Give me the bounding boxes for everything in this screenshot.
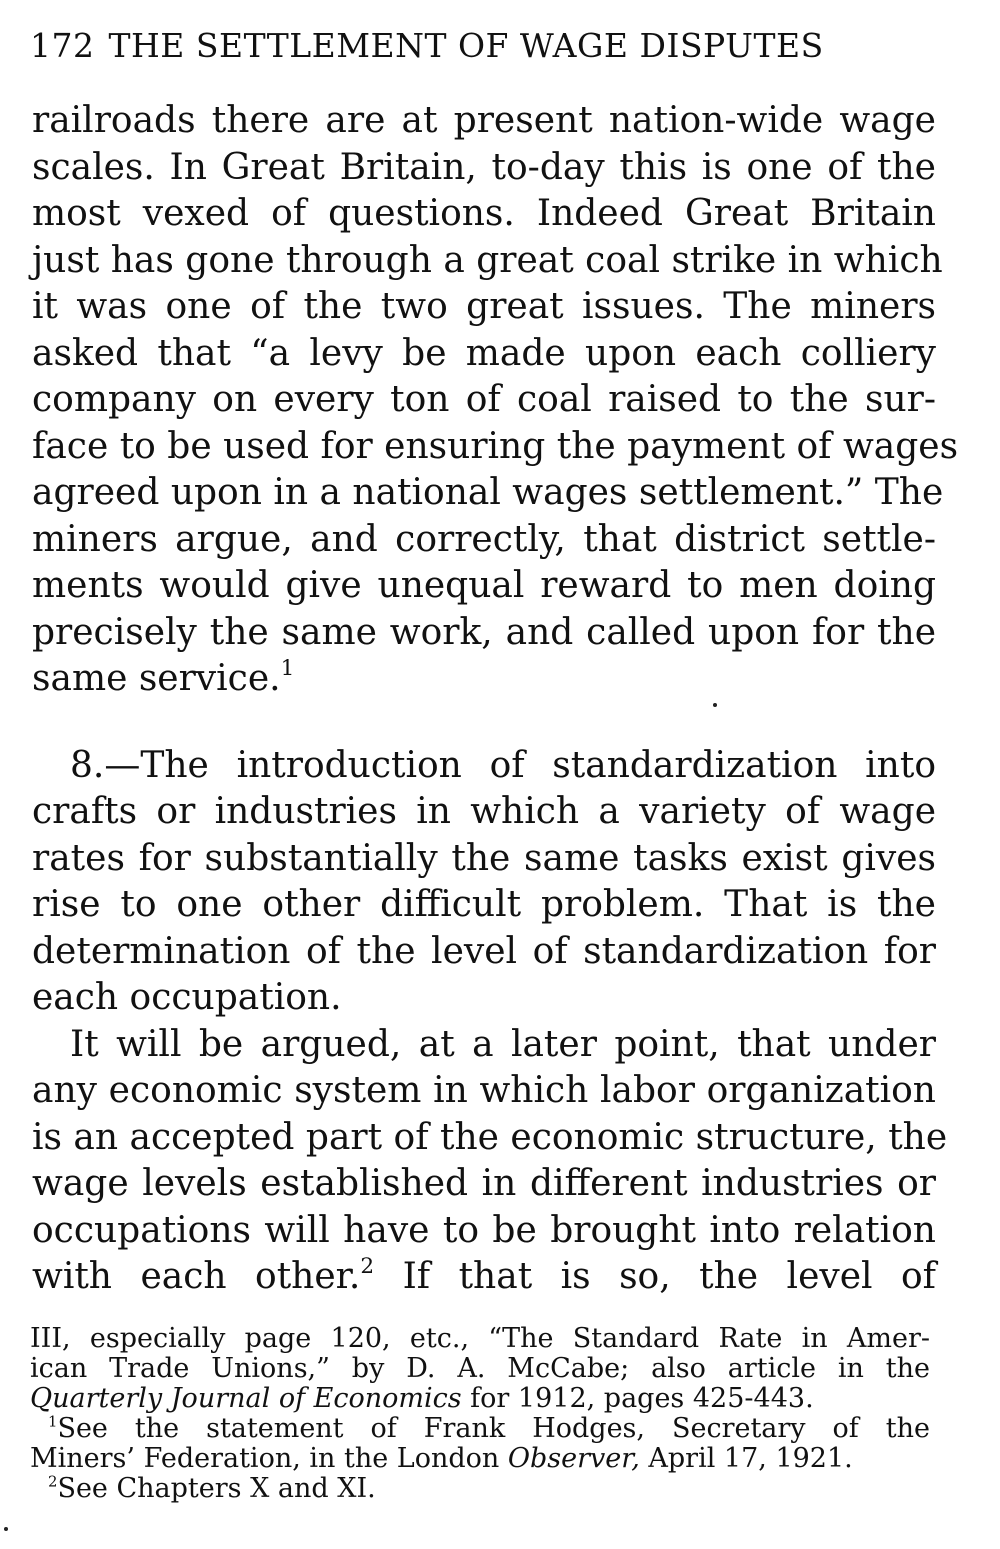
text-line: crafts or industries in which a variety of wage (32, 791, 936, 832)
text-line: asked that “a levy be made upon each colliery (32, 332, 936, 374)
text-run: See the statement of Frank Hodges, Secretary of the (57, 1413, 930, 1444)
text-run: See Chapters X and XI. (57, 1473, 376, 1504)
text-line: precisely the same work, and called upon for the (32, 611, 936, 653)
paragraph-section-8 (32, 743, 936, 1022)
text-line: rise to one other difficult problem. That is the (32, 884, 936, 925)
text-run: Miners’ Federation, in the London (30, 1443, 508, 1474)
body-text (32, 98, 959, 1301)
text-line: it was one of the two great issues. The miners (32, 286, 936, 327)
footnote-line (30, 1444, 930, 1474)
footnote-ref: 1 (280, 655, 295, 681)
journal-title: Quarterly Journal of Economics (30, 1383, 462, 1414)
text-line: railroads there are at present nation-wide wage (32, 100, 936, 141)
newspaper-title: Observer, (507, 1443, 640, 1474)
footnotes (30, 1324, 930, 1504)
text-line: miners argue, and correctly, that district settle- (32, 518, 936, 560)
text-run: with each other. (32, 1256, 361, 1297)
text-line: just has gone through a great coal strike in which (32, 239, 943, 281)
running-title: THE SETTLEMENT OF WAGE DISPUTES (108, 26, 824, 65)
footnote-line (30, 1384, 930, 1414)
text-line: any economic system in which labor organization (32, 1070, 936, 1111)
footnote-line (30, 1474, 930, 1504)
text-line: rates for substantially the same tasks exist gives (32, 837, 936, 879)
text-line: each occupation. (32, 977, 342, 1018)
running-header (30, 26, 930, 66)
text-line: face to be used for ensuring the payment of wages (32, 425, 959, 467)
text-line: It will be argued, at a later point, that under (70, 1023, 936, 1065)
footnote-line: III, especially page 120, etc., “The Standard Rate in Amer- (30, 1323, 930, 1354)
text-line: is an accepted part of the economic structure, the (32, 1116, 948, 1158)
footnote-ref: 2 (360, 1253, 375, 1279)
text-run: April 17, 1921. (639, 1443, 853, 1474)
text-run: If that is so, the level of (374, 1256, 936, 1297)
print-speck (4, 1527, 8, 1531)
text-run: same service. (32, 658, 281, 699)
section-gap (32, 703, 936, 743)
text-line: most vexed of questions. Indeed Great Britain (32, 193, 936, 234)
print-speck (713, 703, 717, 707)
footnote-marker: 2 (48, 1472, 58, 1491)
page-number: 172 (30, 26, 95, 65)
text-line: wage levels established in different industries or (32, 1163, 936, 1204)
text-run: for 1912, pages 425-443. (461, 1383, 814, 1414)
text-line: company on every ton of coal raised to the sur- (32, 379, 936, 420)
text-line: occupations will have to be brought into relation (32, 1209, 936, 1251)
text-line: agreed upon in a national wages settlement.” The (32, 472, 944, 513)
text-line: ments would give unequal reward to men doing (32, 565, 936, 606)
text-line (32, 1254, 936, 1301)
text-line: scales. In Great Britain, to-day this is one of the (32, 146, 936, 188)
paragraph-argument (32, 1022, 948, 1301)
paragraph-continued (32, 98, 959, 703)
text-line: determination of the level of standardization for (32, 930, 936, 972)
text-line: 8.—The introduction of standardization into (70, 744, 936, 786)
footnote-line: ican Trade Unions,” by D. A. McCabe; also article in the (30, 1353, 930, 1384)
text-line (32, 656, 936, 703)
footnote-marker: 1 (48, 1412, 58, 1431)
footnote-line (30, 1414, 930, 1444)
